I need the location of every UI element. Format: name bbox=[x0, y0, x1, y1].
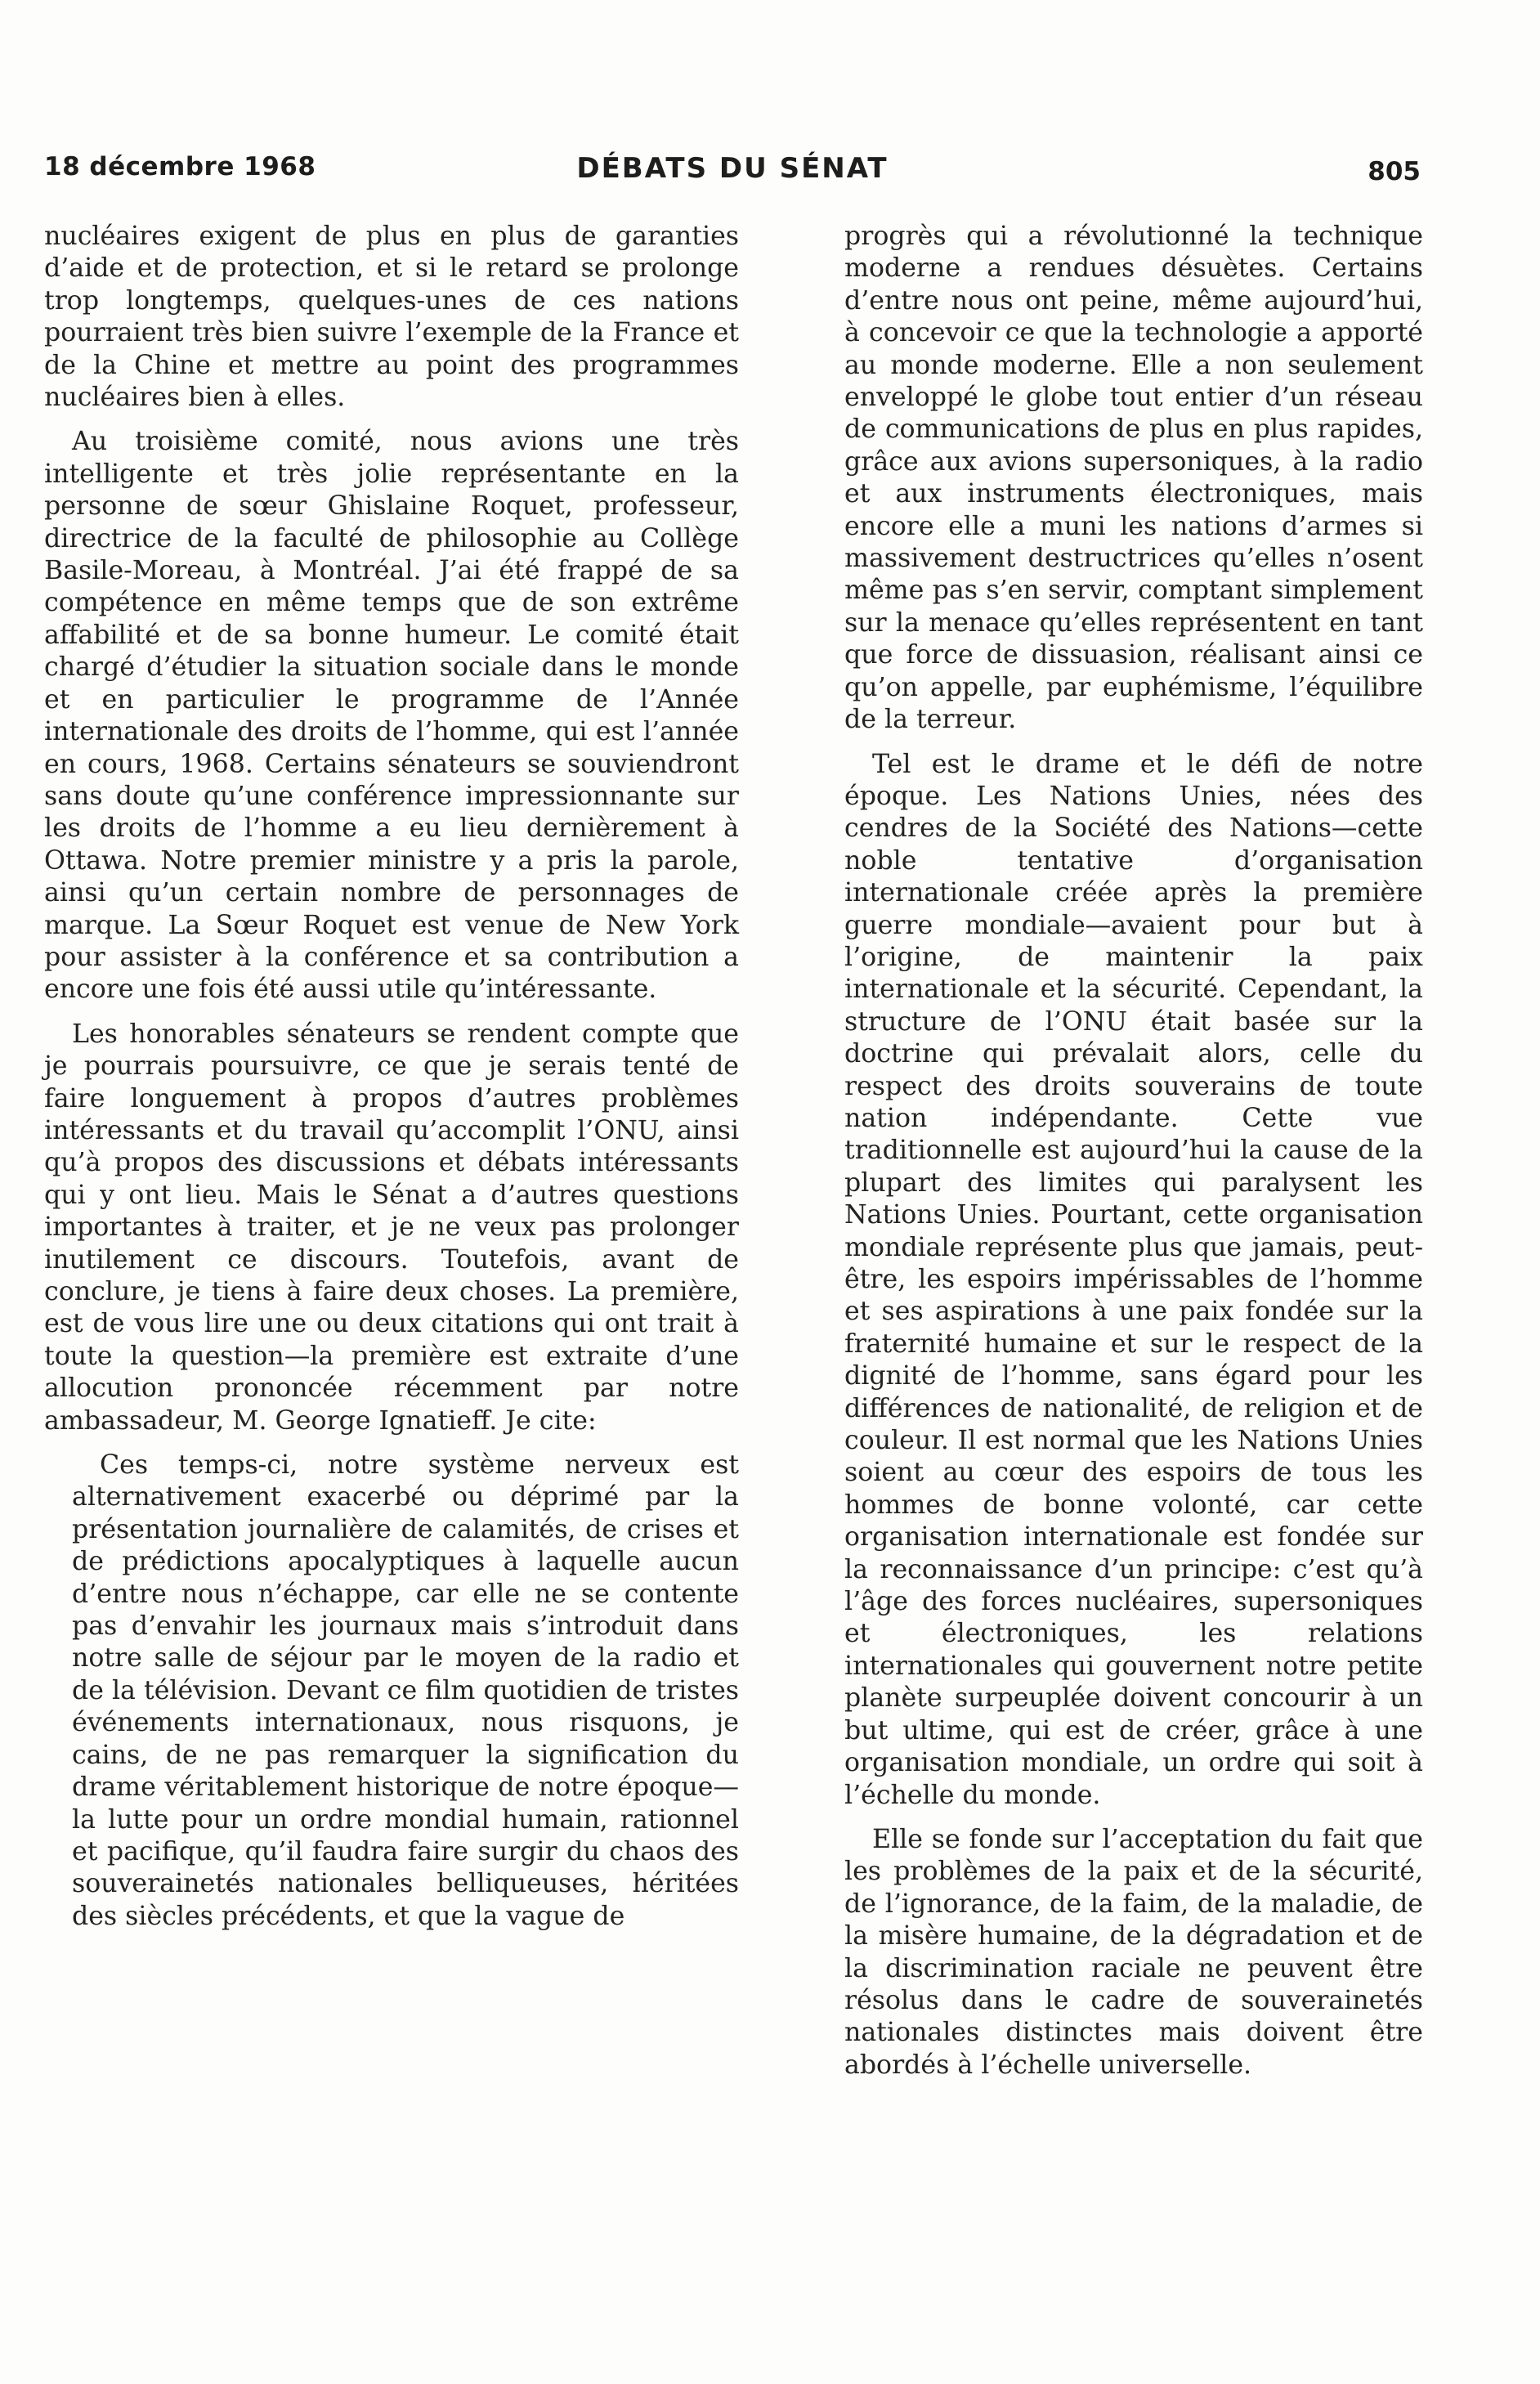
header-title: DÉBATS DU SÉNAT bbox=[576, 152, 889, 185]
left-paragraph-3: Les honorables sénateurs se rendent compte que je pourrais poursuivre, ce que je serais tenté de faire longuement à propos d’autres problèmes intéressants et du travail qu’accomplit l’ONU, ainsi qu’à propos des discussions et débats intéressants qui y ont lieu. Mais le Sénat a d’autres questions importantes à traiter, et je ne veux pas prolonger inutilement ce discours. Toutefois, avant de conclure, je tiens à faire deux choses. La première, est de vous lire une ou deux citations qui ont trait à toute la question—la première est extraite d’une allocution prononcée récemment par notre ambassadeur, M. George Ignatieff. Je cite: bbox=[44, 1019, 739, 1436]
right-paragraph-3: Elle se fonde sur l’acceptation du fait que les problèmes de la paix et de la sécurité, de l’ignorance, de la faim, de la maladie, de la misère humaine, de la dégradation et de la discrimination raciale ne peuvent être résolus dans le cadre de souverainetés nationales distinctes mais doivent être abordés à l’échelle universelle. bbox=[844, 1824, 1423, 2080]
right-column bbox=[844, 221, 1423, 2082]
quotation: Ces temps-ci, notre système nerveux est alternativement exacerbé ou déprimé par la présentation journalière de calamités, de crises et de prédictions apocalyptiques à laquelle aucun d’entre nous n’échappe, car elle ne se contente pas d’envahir les journaux mais s’introduit dans notre salle de séjour par le moyen de la radio et de la télévision. Devant ce film quotidien de tristes événements internationaux, nous risquons, je cains, de ne pas remarquer la signification du drame véritablement historique de notre époque—la lutte pour un ordre mondial humain, rationnel et pacifique, qu’il faudra faire surgir du chaos des souverainetés nationales belliqueuses, héritées des siècles précédents, et que la vague de bbox=[72, 1450, 739, 1931]
page-header bbox=[44, 152, 1421, 188]
left-paragraph-1: nucléaires exigent de plus en plus de garanties d’aide et de protection, et si le retard se prolonge trop longtemps, quelques-unes de ces nations pourraient très bien suivre l’exemple de la France et de la Chine et mettre au point des programmes nucléaires bien à elles. bbox=[44, 222, 739, 413]
page-number: 805 bbox=[1368, 157, 1421, 186]
right-paragraph-2: Tel est le drame et le défi de notre époque. Les Nations Unies, nées des cendres de la Société des Nations—cette noble tentative d’organisation internationale créée après la première guerre mondiale—avaient pour but à l’origine, de maintenir la paix internationale et la sécurité. Cependant, la structure de l’ONU était basée sur la doctrine qui prévalait alors, celle du respect des droits souverains de toute nation indépendante. Cette vue traditionnelle est aujourd’hui la cause de la plupart des limites qui paralysent les Nations Unies. Pourtant, cette organisation mondiale représente plus que jamais, peut-être, les espoirs impérissables de l’homme et ses aspirations à une paix fondée sur la fraternité humaine et sur le respect de la dignité de l’homme, sans égard pour les différences de nationalité, de religion et de couleur. Il est normal que les Nations Unies soient au cœur des espoirs de tous les hommes de bonne volonté, car cette organisation internationale est fondée sur la reconnaissance d’un principe: c’est qu’à l’âge des forces nucléaires, supersoniques et électroniques, les relations internationales qui gouvernent notre petite planète surpeuplée doivent concourir à un but ultime, qui est de créer, grâce à une organisation mondiale, un ordre qui soit à l’échelle du monde. bbox=[844, 749, 1423, 1810]
header-date: 18 décembre 1968 bbox=[44, 152, 316, 181]
right-paragraph-1: progrès qui a révolutionné la technique moderne a rendues désuètes. Certains d’entre nous ont peine, même aujourd’hui, à concevoir ce que la technologie a apporté au monde moderne. Elle a non seulement enveloppé le globe tout entier d’un réseau de communications de plus en plus rapides, grâce aux avions supersoniques, à la radio et aux instruments électroniques, mais encore elle a muni les nations d’armes si massivement destructrices qu’elles n’osent même pas s’en servir, comptant simplement sur la menace qu’elles représentent en tant que force de dissuasion, réalisant ainsi ce qu’on appelle, par euphémisme, l’équilibre de la terreur. bbox=[844, 222, 1423, 735]
left-paragraph-2: Au troisième comité, nous avions une très intelligente et très jolie représentante en la personne de sœur Ghislaine Roquet, professeur, directrice de la faculté de philosophie au Collège Basile-Moreau, à Montréal. J’ai été frappé de sa compétence en même temps que de son extrême affabilité et de sa bonne humeur. Le comité était chargé d’étudier la situation sociale dans le monde et en particulier le programme de l’Année internationale des droits de l’homme, qui est l’année en cours, 1968. Certains sénateurs se souviendront sans doute qu’une conférence impressionnante sur les droits de l’homme a eu lieu dernièrement à Ottawa. Notre premier ministre y a pris la parole, ainsi qu’un certain nombre de personnages de marque. La Sœur Roquet est venue de New York pour assister à la conférence et sa contribution a encore une fois été aussi utile qu’intéressante. bbox=[44, 427, 739, 1005]
left-column bbox=[44, 221, 739, 1933]
